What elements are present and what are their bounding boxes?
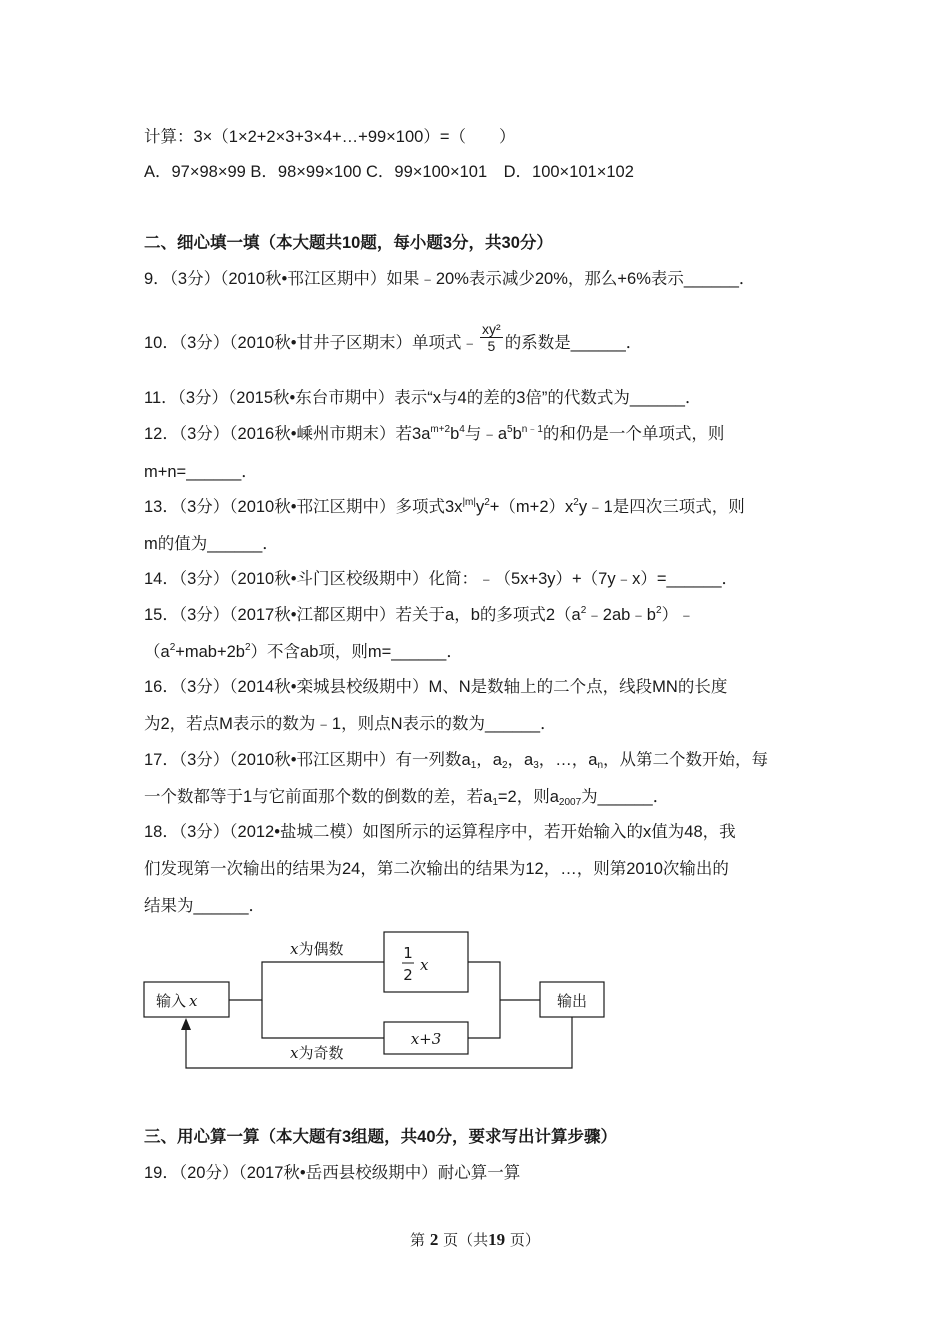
q10-fraction — [480, 321, 503, 354]
q10-numerator: xy² — [482, 321, 501, 337]
merge-line — [468, 962, 500, 1038]
even-condition-label: x为偶数 — [290, 940, 344, 958]
q17-line2: 一个数都等于1与它前面那个数的倒数的差，若$a_1=2$，则$a_{2007}$为______． — [144, 788, 670, 808]
q14: 14．（3分）（2010秋•斗门区校级期中）化简：﹣（5x+3y）+（7y﹣x）=______． — [144, 570, 739, 588]
q18-line3: 结果为______． — [144, 897, 266, 915]
section3-title: 三、用心算一算（本大题有3组题，共40分，要求写出计算步骤） — [144, 1128, 618, 1146]
plus-three-expression: x+3 — [410, 1030, 442, 1048]
q11: 11．（3分）（2015秋•东台市期中）表示“x与4的差的3倍”的代数式为______． — [144, 389, 702, 407]
svg-text:x: x — [420, 956, 429, 974]
q8-options: A．97×98×99 B．98×99×100 C．99×100×101 D．100×101×102 — [144, 163, 634, 181]
q10-suffix: 的系数是______． — [504, 333, 643, 352]
q12-line2: m+n=______． — [144, 463, 258, 481]
q13-line1: 13．（3分）（2010秋•邗江区期中）多项式$3x^{|m|}y^2+(m+2)x^2y﹣1$是四次三项式，则 — [144, 497, 745, 516]
feedback-loop-line — [186, 1017, 572, 1068]
q15-line1: 15．（3分）（2017秋•江都区期中）若关于a，b的多项式$2(a^2﹣2ab﹣b^2)﹣$ — [144, 605, 695, 624]
flowchart-diagram — [130, 930, 610, 1075]
q18-line2: 们发现第一次输出的结果为24，第二次输出的结果为12，…，则第2010次输出的 — [144, 860, 729, 878]
q8-stem: 计算：3×（1×2+2×3+3×4+…+99×100）=（ ） — [144, 128, 516, 146]
feedback-arrowhead — [181, 1018, 191, 1030]
q16-line2: 为2，若点M表示的数为﹣1，则点N表示的数为______． — [144, 715, 557, 733]
q15-line2: $(a^2+mab+2b^2)$不含ab项，则m=______． — [144, 642, 463, 661]
odd-branch-line — [262, 1000, 384, 1038]
q10-minus: ﹣ — [461, 333, 479, 352]
q18-line1: 18．（3分）（2012•盐城二模）如图所示的运算程序中，若开始输入的x值为48，我 — [144, 823, 736, 841]
q10 — [144, 321, 814, 360]
section2-title: 二、细心填一填（本大题共10题，每小题3分，共30分） — [144, 234, 553, 252]
q16-line1: 16．（3分）（2014秋•栾城县校级期中）M、N是数轴上的二个点，线段MN的长度 — [144, 678, 728, 696]
svg-text:1: 1 — [403, 944, 413, 962]
q17-line1: 17．（3分）（2010秋•邗江区期中）有一列数$a_1$，$a_2$，$a_3$，…，$a_n$，从第二个数开始，每 — [144, 751, 769, 771]
q13-line2: m的值为______． — [144, 535, 279, 553]
even-branch-line — [229, 962, 384, 1000]
q10-prefix: 10．（3分）（2010秋•甘井子区期末）单项式 — [144, 333, 462, 352]
half-x-expression — [402, 944, 429, 984]
q12-line1: 12．（3分）（2016秋•嵊州市期末）若$3a^{m+2}b^4$与$﹣a^5b^{n﹣1}$的和仍是一个单项式，则 — [144, 424, 725, 443]
q10-denominator: 5 — [487, 338, 496, 354]
q19: 19．（20分）（2017秋•岳西县校级期中）耐心算一算 — [144, 1164, 521, 1182]
odd-condition-label: x为奇数 — [290, 1044, 344, 1062]
output-label: 输出 — [556, 992, 588, 1010]
input-label: 输入 x — [156, 992, 198, 1010]
q9: 9．（3分）（2010秋•邗江区期中）如果﹣20%表示减少20%，那么+6%表示______． — [144, 270, 756, 288]
page-footer: 第 2 页（共19 页） — [410, 1230, 540, 1249]
svg-text:2: 2 — [403, 966, 413, 984]
